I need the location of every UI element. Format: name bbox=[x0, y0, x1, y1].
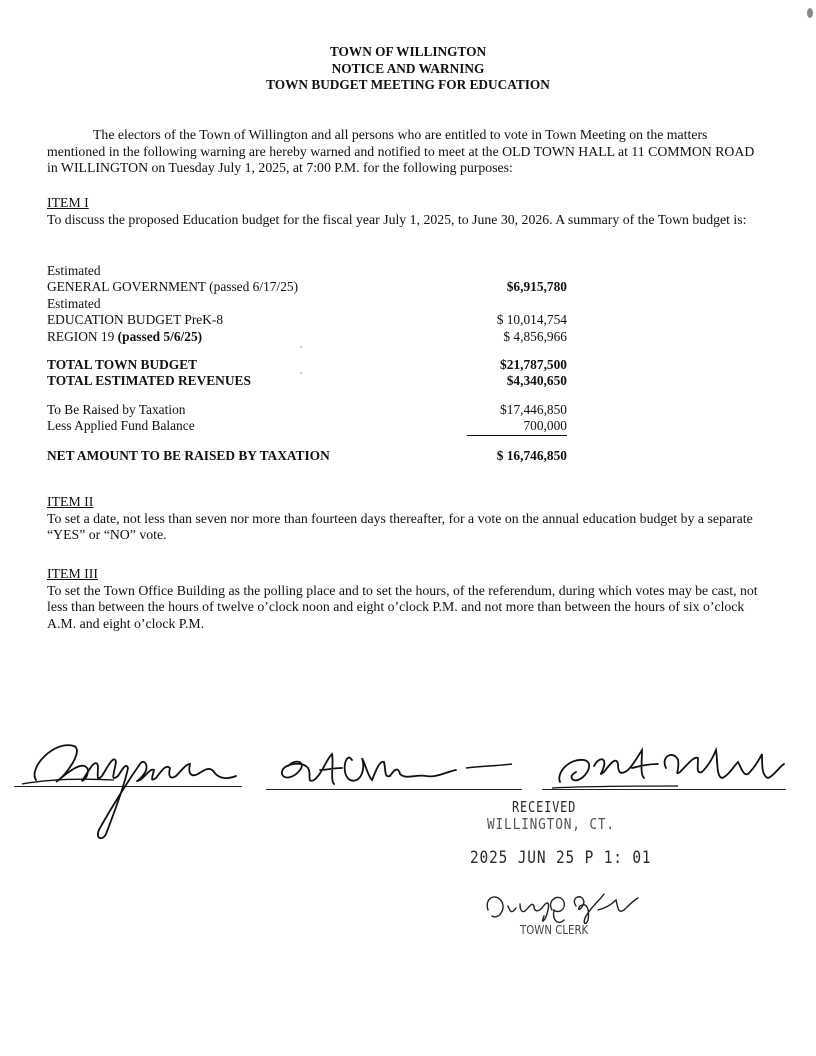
fund-balance-amount: 700,000 bbox=[467, 418, 567, 435]
scan-speck bbox=[807, 8, 813, 18]
item-2-heading: ITEM II bbox=[47, 494, 94, 509]
stamp-received: RECEIVED bbox=[512, 798, 577, 816]
intro-paragraph: The electors of the Town of Willington and all persons who are entitled to vote in Town Meeting on the matters mentioned in the following warning are hereby warned and notified to meet at the OLD TOWN HALL at 11 COMMON ROAD in WILLINGTON on Tuesday July 1, 2025, at 7:00 P.M. for the following purposes: bbox=[47, 127, 755, 176]
net-amount-value: $ 16,746,850 bbox=[496, 447, 567, 463]
item-1-text: To discuss the proposed Education budget for the fiscal year July 1, 2025, to June 30, 2026. A summary of the Town budget is: bbox=[47, 211, 747, 227]
item-3-heading: ITEM III bbox=[47, 566, 98, 581]
general-government-label: GENERAL GOVERNMENT (passed 6/17/25) bbox=[47, 279, 299, 295]
general-government-amount: $6,915,780 bbox=[506, 279, 567, 295]
region-amount: $ 4,856,966 bbox=[503, 328, 567, 344]
education-budget-label: EDUCATION BUDGET PreK-8 bbox=[47, 312, 224, 328]
signature-1 bbox=[14, 718, 246, 848]
notice-header bbox=[0, 44, 816, 94]
stamp-town: WILLINGTON, CT. bbox=[487, 815, 615, 833]
item-3-text: To set the Town Office Building as the polling place and to set the hours, of the referendum, during which votes may be cast, not less than between the hours of twelve o’clock noon and eight o’clock P.M. and not more than between the hours of six o’clock A.M. and eight o’clock P.M. bbox=[47, 582, 758, 632]
taxation-amount: $17,446,850 bbox=[500, 401, 567, 417]
budget-summary bbox=[47, 263, 567, 464]
scan-speck bbox=[300, 346, 302, 348]
budget-row-fund bbox=[47, 418, 567, 435]
total-revenues-label: TOTAL ESTIMATED REVENUES bbox=[47, 373, 251, 389]
header-meeting: TOWN BUDGET MEETING FOR EDUCATION bbox=[266, 77, 550, 92]
region-passed-note: (passed 5/6/25) bbox=[117, 328, 203, 344]
stamp-date: 2025 JUN 25 P 1: 01 bbox=[470, 848, 652, 868]
region-name: REGION 19 bbox=[47, 328, 118, 344]
scan-speck bbox=[300, 372, 302, 374]
estimated-label: Estimated bbox=[47, 263, 101, 278]
item-1 bbox=[47, 195, 762, 228]
total-town-budget-amount: $21,787,500 bbox=[500, 357, 567, 373]
budget-row-taxation bbox=[47, 402, 567, 418]
item-2 bbox=[47, 494, 762, 544]
total-town-budget-label: TOTAL TOWN BUDGET bbox=[47, 357, 198, 373]
total-revenues-amount: $4,340,650 bbox=[506, 373, 567, 389]
taxation-label: To Be Raised by Taxation bbox=[47, 401, 186, 417]
item-2-text: To set a date, not less than seven nor more than fourteen days thereafter, for a vote on the annual education budget by a separate “YES” or “NO” vote. bbox=[47, 510, 753, 543]
signature-3 bbox=[548, 736, 798, 796]
budget-row-general bbox=[47, 279, 567, 295]
region-label bbox=[47, 329, 202, 345]
education-budget-amount: $ 10,014,754 bbox=[496, 312, 567, 328]
budget-row-region bbox=[47, 329, 567, 345]
header-notice: NOTICE AND WARNING bbox=[331, 60, 485, 76]
signature-2 bbox=[266, 740, 526, 800]
budget-row-education bbox=[47, 312, 567, 328]
header-town: TOWN OF WILLINGTON bbox=[329, 44, 487, 59]
stamp-town-clerk: TOWN CLERK bbox=[520, 923, 589, 937]
budget-row-revenues bbox=[47, 373, 567, 389]
item-1-heading: ITEM I bbox=[47, 195, 89, 210]
budget-row-net bbox=[47, 448, 567, 464]
fund-balance-label: Less Applied Fund Balance bbox=[47, 418, 195, 434]
net-amount-label: NET AMOUNT TO BE RAISED BY TAXATION bbox=[47, 447, 330, 463]
budget-row-total bbox=[47, 357, 567, 373]
estimated-label: Estimated bbox=[47, 295, 101, 311]
item-3 bbox=[47, 566, 762, 633]
